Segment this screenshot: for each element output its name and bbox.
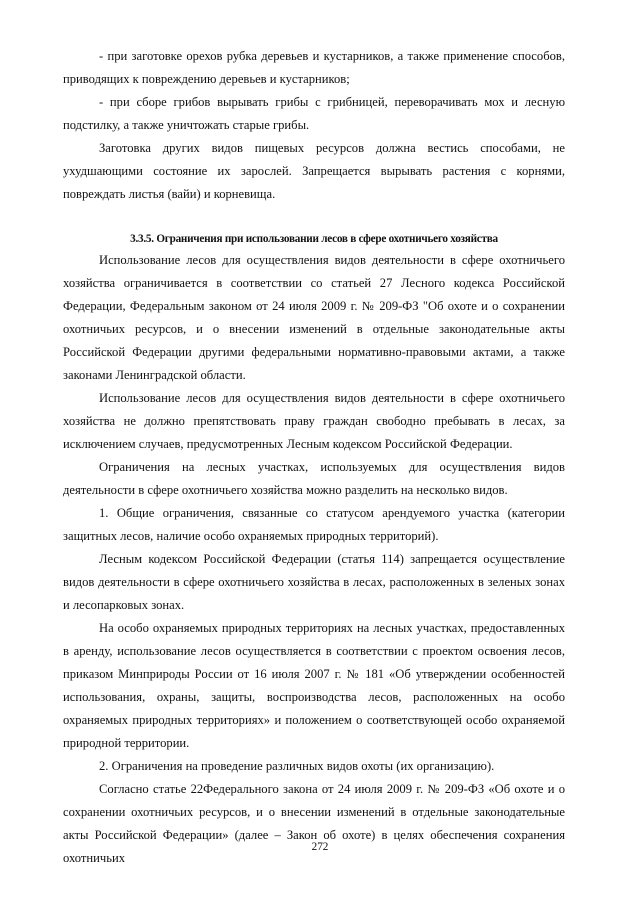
- paragraph: Согласно статье 22Федерального закона от 24 июля 2009 г. № 209-ФЗ «Об охоте и о сохранении охотничьих ресурсов, и о внесении изменений в отдельные законодательные акты Российской Федерации» (далее – Закон об охоте) в целях обеспечения сохранения охотничьих: [63, 782, 565, 865]
- paragraph: Лесным кодексом Российской Федерации (статья 114) запрещается осуществление видов деятельности в сфере охотничьего хозяйства в лесах, расположенных в зеленых зонах и лесопарковых зонах.: [63, 552, 565, 612]
- paragraph: 1. Общие ограничения, связанные со статусом арендуемого участка (категории защитных лесов, наличие особо охраняемых природных территорий).: [63, 506, 565, 543]
- paragraph: - при сборе грибов вырывать грибы с грибницей, переворачивать мох и лесную подстилку, а также уничтожать старые грибы.: [63, 95, 565, 132]
- paragraph: Использование лесов для осуществления видов деятельности в сфере охотничьего хозяйства не должно препятствовать праву граждан свободно пребывать в лесах, за исключением случаев, предусмотренных Лесным кодексом Российской Федерации.: [63, 391, 565, 451]
- paragraph: На особо охраняемых природных территориях на лесных участках, предоставленных в аренду, использование лесов осуществляется в соответствии с проектом освоения лесов, приказом Минприроды России от 16 июля 2007 г. № 181 «Об утверждении особенностей использования, охраны, защиты, воспроизводства лесов, расположенных на особо охраняемых природных территориях» и положением о соответствующей особо охраняемой природной территории.: [63, 621, 565, 750]
- section-heading: 3.3.5. Ограничения при использовании лесов в сфере охотничьего хозяйства: [130, 233, 498, 245]
- paragraph: - при заготовке орехов рубка деревьев и кустарников, а также применение способов, приводящих к повреждению деревьев и кустарников;: [63, 49, 565, 86]
- paragraph: Ограничения на лесных участках, используемых для осуществления видов деятельности в сфере охотничьего хозяйства можно разделить на несколько видов.: [63, 460, 565, 497]
- page-number: 272: [311, 841, 329, 853]
- paragraph: Заготовка других видов пищевых ресурсов должна вестись способами, не ухудшающими состояние их зарослей. Запрещается вырывать растения с корнями, повреждать листья (вайи) и корневища.: [63, 141, 565, 201]
- paragraph: Использование лесов для осуществления видов деятельности в сфере охотничьего хозяйства ограничивается в соответствии со статьей 27 Лесного кодекса Российской Федерации, Федеральным законом от 24 июля 2009 г. № 209-ФЗ "Об охоте и о сохранении охотничьих ресурсов, и о внесении изменений в отдельные законодательные акты Российской Федерации другими федеральными нормативно-правовыми актами, а также законами Ленинградской области.: [63, 253, 565, 382]
- paragraph: 2. Ограничения на проведение различных видов охоты (их организацию).: [99, 759, 495, 773]
- page-body: [63, 45, 565, 870]
